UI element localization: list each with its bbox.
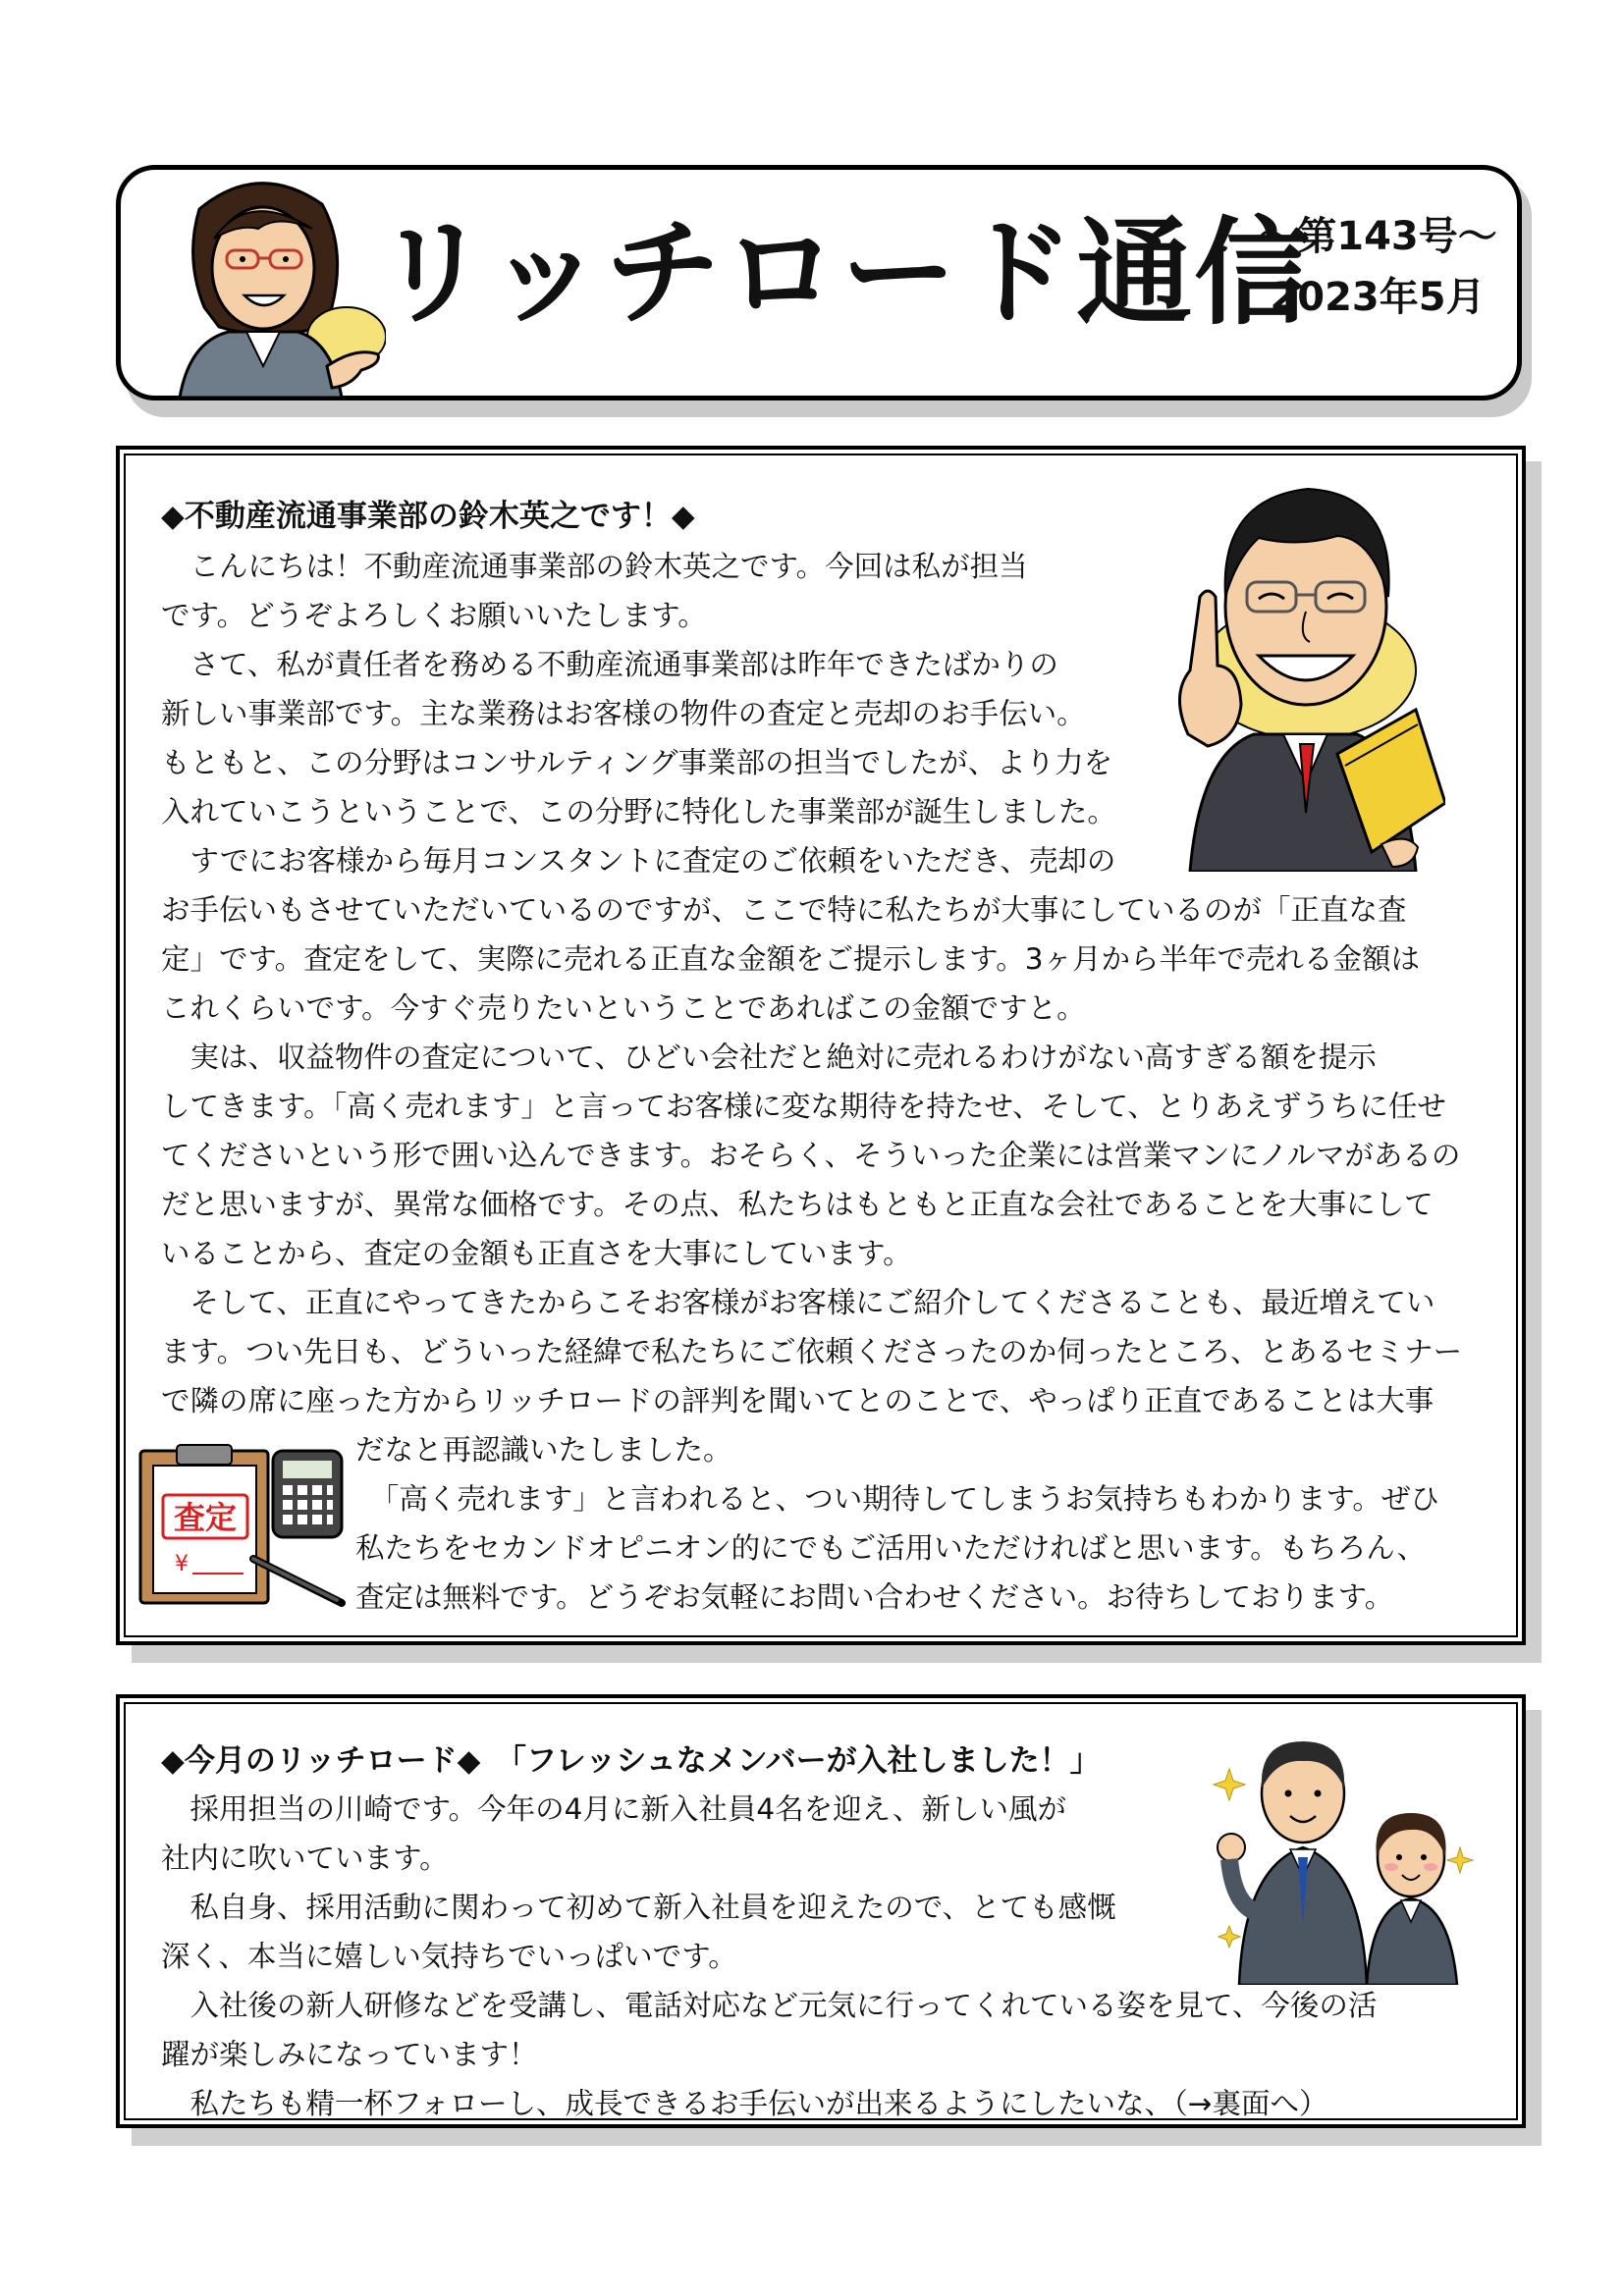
body-line: で隣の席に座った方からリッチロードの評判を聞いてとのことで、やっぱり正直であることは大事 <box>161 1384 1435 1417</box>
body-line: 入社後の新人研修などを受講し、電話対応など元気に行ってくれている姿を見て、今後の活 <box>161 1989 1378 2022</box>
body-line: お手伝いもさせていただいているのですが、ここで特に私たちが大事にしているのが「正直な査 <box>161 893 1407 927</box>
body-line: いることから、査定の金額も正直さを大事にしています。 <box>161 1237 912 1270</box>
body-line: こんにちは！不動産流通事業部の鈴木英之です。今回は私が担当 <box>161 550 1028 583</box>
body-line: 私たちも精一杯フォローし、成長できるお手伝いが出来るようにしたいな、（→裏面へ） <box>161 2087 1328 2120</box>
body-line: ます。つい先日も、どういった経緯で私たちにご依頼くださったのか伺ったところ、とあるセミナー <box>161 1335 1463 1368</box>
woman-presenter-illustration <box>160 170 386 398</box>
body-line: 社内に吹いています。 <box>161 1842 449 1875</box>
body-line: さて、私が責任者を務める不動産流通事業部は昨年できたばかりの <box>161 648 1058 681</box>
article1-box <box>116 446 1526 1645</box>
article2-heading: ◆今月のリッチロード◆ 「フレッシュなメンバーが入社しました！」 <box>161 1743 1101 1779</box>
body-line: 採用担当の川崎です。今年の4月に新入社員4名を迎え、新しい風が <box>161 1792 1066 1826</box>
issue-number: ～第143号～ <box>1258 214 1497 259</box>
body-line: 私自身、採用活動に関わって初めて新入社員を迎えたので、とても感慨 <box>161 1891 1116 1924</box>
newsletter-header <box>116 165 1522 400</box>
body-line: そして、正直にやってきたからこそお客様がお客様にご紹介してくださることも、最近増えてい <box>161 1286 1435 1319</box>
body-line: 実は、収益物件の査定について、ひどい会社だと絶対に売れるわけがない高すぎる額を提示 <box>161 1041 1377 1074</box>
body-line: 入れていこうということで、この分野に特化した事業部が誕生しました。 <box>161 795 1116 828</box>
body-line: 査定は無料です。どうぞお気軽にお問い合わせください。お待ちしております。 <box>355 1580 1394 1614</box>
body-line: だと思いますが、異常な価格です。その点、私たちはもともと正直な会社であることを大事にして <box>161 1188 1434 1221</box>
body-line: すでにお客様から毎月コンスタントに査定のご依頼をいただき、売却の <box>161 844 1116 878</box>
body-line: これくらいです。今すぐ売りたいということであればこの金額ですと。 <box>161 991 1086 1025</box>
body-line: てくださいという形で囲い込んできます。おそらく、そういった企業には営業マンにノルマがあるの <box>161 1139 1461 1172</box>
body-line: 新しい事業部です。主な業務はお客様の物件の査定と売却のお手伝い。 <box>161 697 1086 730</box>
article1-heading: ◆不動産流通事業部の鈴木英之です！◆ <box>161 499 695 534</box>
body-line: 「高く売れます」と言われると、つい期待してしまうお気持ちもわかります。ぜひ <box>355 1482 1439 1516</box>
newsletter-title: リッチロード通信 <box>374 205 1313 341</box>
body-line: 深く、本当に嬉しい気持ちでいっぱいです。 <box>161 1940 737 1973</box>
issue-date: 2023年5月 <box>1270 275 1486 320</box>
body-line: もともと、この分野はコンサルティング事業部の担当でしたが、より力を <box>161 746 1113 779</box>
body-line: 定」です。査定をして、実際に売れる正直な金額をご提示します。3ヶ月から半年で売れる金額は <box>161 942 1420 976</box>
body-line: だなと再認識いたしました。 <box>355 1433 732 1467</box>
body-line: 躍が楽しみになっています！ <box>161 2038 538 2071</box>
body-line: 私たちをセカンドオピニオン的にでもご活用いただければと思います。もちろん、 <box>355 1531 1427 1565</box>
yen-mark: ¥ <box>175 1552 189 1576</box>
body-line: してきます。「高く売れます」と言ってお客様に変な期待を持たせ、そして、とりあえずうちに任せ <box>161 1090 1446 1123</box>
article2-box <box>116 1694 1526 2128</box>
body-line: です。どうぞよろしくお願いいたします。 <box>161 599 707 632</box>
stamp-text: 査定 <box>173 1499 238 1536</box>
new-employees-illustration <box>1200 1730 1485 1985</box>
assessment-clipboard-illustration <box>135 1441 356 1613</box>
businessman-illustration <box>1161 459 1445 872</box>
